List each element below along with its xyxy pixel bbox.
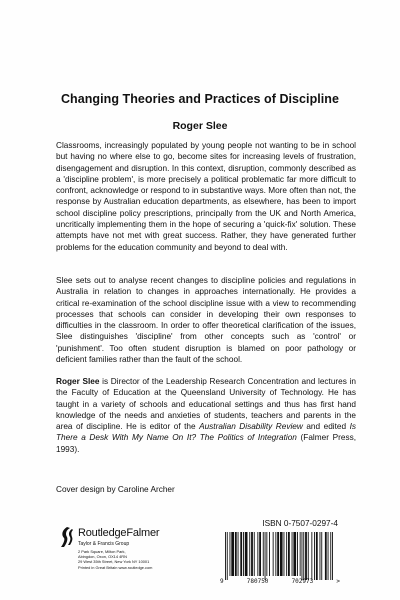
barcode-bar	[325, 532, 327, 580]
barcode-digit-group: 702973	[291, 578, 314, 585]
author-bio	[56, 376, 356, 455]
barcode-digits	[220, 578, 340, 585]
barcode-bar	[254, 532, 255, 576]
barcode-bar	[330, 532, 331, 580]
barcode-bar	[286, 532, 287, 576]
barcode-bar	[231, 532, 234, 576]
barcode-digit-group: 780750	[246, 578, 269, 585]
barcode-bar	[314, 532, 315, 580]
routledge-logo-icon	[58, 526, 74, 548]
isbn-barcode	[220, 532, 340, 588]
barcode-bar	[266, 532, 267, 576]
barcode-bar	[225, 532, 226, 580]
barcode-bar	[277, 532, 279, 576]
barcode-bar	[321, 532, 322, 580]
barcode-bar	[227, 532, 228, 580]
blurb-paragraph-1: Classrooms, increasingly populated by young people not wanting to be in school but having no where else to go, become sites for increasing levels of frustration, disengagement and disruption. In this context, disruption, commonly described as a 'discipline problem', is more precisely a political problematic far more difficult to confront, acknowledge or respond to in substantive ways. More often than not, the response by Australian education departments, as elsewhere, has been to import school discipline policy prescriptions, principally from the UK and North America, uncritically implementing them in the hope of securing a 'quick-fix' solution. These attempts have not met with great success. Rather, they have generated further problems for the education community and beyond to deal with.	[56, 141, 356, 252]
barcode-bar	[297, 532, 298, 576]
cover-design-credit: Cover design by Caroline Archer	[56, 485, 175, 494]
barcode-bar	[240, 532, 242, 576]
barcode-bar	[243, 532, 244, 576]
barcode-bar	[230, 532, 231, 576]
barcode-bar	[275, 532, 276, 576]
barcode-bar	[316, 532, 318, 580]
barcode-bar	[245, 532, 248, 576]
address-line: 2 Park Square, Milton Park,	[78, 549, 126, 554]
publisher-address	[78, 549, 188, 570]
address-line: Printed in Great Britain www.routledge.com	[78, 564, 153, 570]
barcode-bar	[303, 532, 304, 580]
publisher-block	[58, 526, 198, 586]
author-name: Roger Slee	[172, 120, 228, 132]
barcode-bar	[257, 532, 258, 576]
barcode-bar	[269, 532, 270, 576]
bio-journal-title: Australian Disability Review	[199, 422, 303, 432]
barcode-bar	[284, 532, 285, 576]
barcode-bar	[320, 532, 321, 580]
book-title: Changing Theories and Practices of Discipline	[60, 92, 339, 106]
barcode-bar	[249, 532, 250, 576]
barcode-digit-group: 9	[220, 578, 224, 585]
barcode-bar	[311, 532, 312, 580]
barcode-bar	[273, 532, 274, 576]
barcode-bar	[238, 532, 239, 576]
barcode-bar	[292, 532, 293, 576]
bio-book-title: Is There a Desk With My Name On It? The Politics of Integration	[56, 422, 356, 443]
barcode-bar	[332, 532, 333, 580]
publisher-subtitle: Taylor & Francis Group	[78, 541, 130, 547]
barcode-bar	[308, 532, 309, 580]
barcode-bar	[251, 532, 253, 576]
barcode-bar	[300, 532, 301, 576]
barcode-bars	[225, 532, 333, 580]
barcode-bar	[328, 532, 329, 580]
bio-text-2: and edited	[302, 422, 350, 432]
barcode-bar	[259, 532, 261, 576]
barcode-addon: >	[336, 578, 340, 585]
barcode-bar	[288, 532, 290, 576]
blurb-paragraph-2: Slee sets out to analyse recent changes to discipline policies and regulations in Australia in relation to changes in approaches internationally. He provides a critical re-examination of the school discipline issue with a view to recommending processes that schools can consider in developing their own responses to difficulties in the classroom. In order to offer theoretical clarification of the issues, Slee distinguishes 'discipline' from other concepts such as 'control' or 'punishment'. Too often student disruption is blamed on poor pathology or deficient families rather than the fault of the school.	[56, 276, 356, 365]
barcode-bar	[263, 532, 264, 576]
bio-text-1: is Director of the Leadership Research Concentration and lectures in the Faculty of Education at the Queensland University of Technology. He has taught in a variety of schools and educational settings and thus has first hand knowledge of the needs and anxieties of students, teachers and parents in the area of discipline. He is editor of the	[56, 377, 356, 432]
barcode-bar	[280, 532, 283, 576]
barcode-bar	[305, 532, 307, 580]
barcode-bar	[235, 532, 237, 576]
barcode-bar	[265, 532, 266, 580]
barcode-bar	[293, 532, 296, 576]
bio-author-name: Roger Slee	[56, 377, 100, 386]
address-line: Abingdon, Oxon, OX14 4RN	[78, 554, 127, 560]
bio-text-3: (Falmer Press, 1993).	[56, 433, 356, 454]
isbn-label: ISBN 0-7507-0297-4	[262, 519, 338, 528]
address-line: 29 West 35th Street, New York NY 10001	[78, 559, 150, 565]
publisher-name: RoutledgeFalmer	[78, 527, 160, 539]
barcode-bar	[302, 532, 303, 580]
